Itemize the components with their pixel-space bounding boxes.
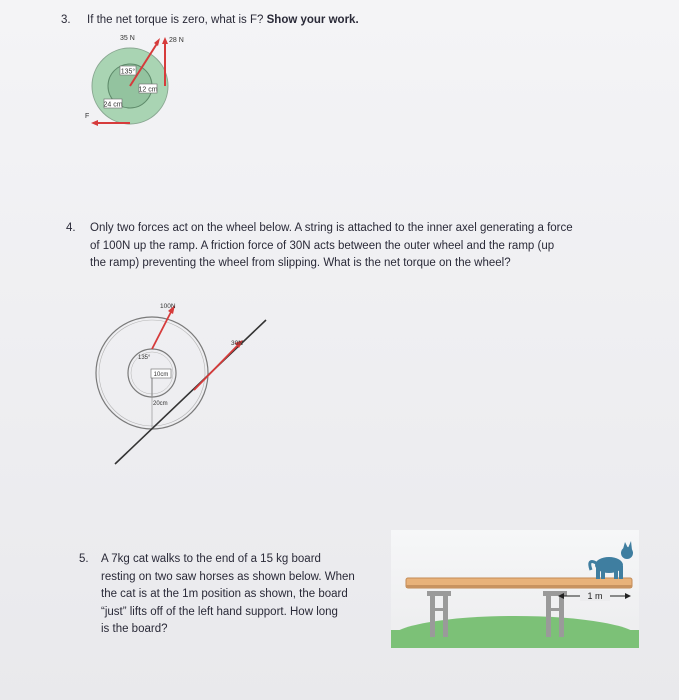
q3-angle-label: 135° [120, 68, 136, 76]
question-5-number: 5. [79, 553, 89, 565]
question-4-line-1: Only two forces act on the wheel below. A string is attached to the inner axel generating a force [90, 222, 573, 234]
q3-force-f-label: F [85, 113, 90, 120]
q5-board-cat-illustration [391, 530, 639, 648]
q4-wheel-ramp-diagram [90, 298, 280, 468]
question-4-line-3: the ramp) preventing the wheel from slipping. What is the net torque on the wheel? [90, 257, 511, 269]
q4-force-30n-label: 30N [231, 340, 243, 347]
q4-force-100n-arrow [152, 310, 172, 349]
q4-force-100n-label: 100N [160, 303, 176, 310]
question-4 [66, 220, 666, 280]
q3-outer-radius-label: 24 cm [103, 101, 123, 109]
q4-inner-radius-label: 10cm [153, 372, 169, 378]
question-5-line-1: A 7kg cat walks to the end of a 15 kg board [101, 553, 321, 565]
question-3-text: If the net torque is zero, what is F? [87, 14, 264, 26]
question-5-line-5: is the board? [101, 623, 168, 635]
question-4-number: 4. [66, 222, 76, 234]
question-5-line-2: resting on two saw horses as shown below. When [101, 570, 355, 583]
q3-wheel-diagram [80, 28, 190, 128]
question-4-line-2: of 100N up the ramp. A friction force of 30N acts between the outer wheel and the ramp (up [90, 239, 555, 252]
question-5-line-3: the cat is at the 1m position as shown, the board [101, 588, 348, 600]
question-3-number: 3. [61, 14, 71, 26]
q4-angle-label: 135° [138, 355, 151, 361]
q3-force-f-arrowhead [91, 120, 98, 126]
q3-force-35n-arrowhead [154, 38, 160, 46]
question-3-emphasis: Show your work. [266, 14, 359, 26]
q3-force-35n-label: 35 N [120, 35, 135, 42]
q3-force-28n-label: 28 N [169, 37, 184, 44]
question-5-line-4: “just” lifts off of the left hand support. How long [101, 605, 338, 618]
q3-force-28n-arrowhead [162, 37, 168, 44]
q4-outer-radius-label: 20cm [153, 401, 168, 407]
question-5 [79, 551, 389, 651]
q5-distance-label: 1 m [587, 591, 603, 601]
q3-inner-radius-label: 12 cm [138, 86, 158, 94]
